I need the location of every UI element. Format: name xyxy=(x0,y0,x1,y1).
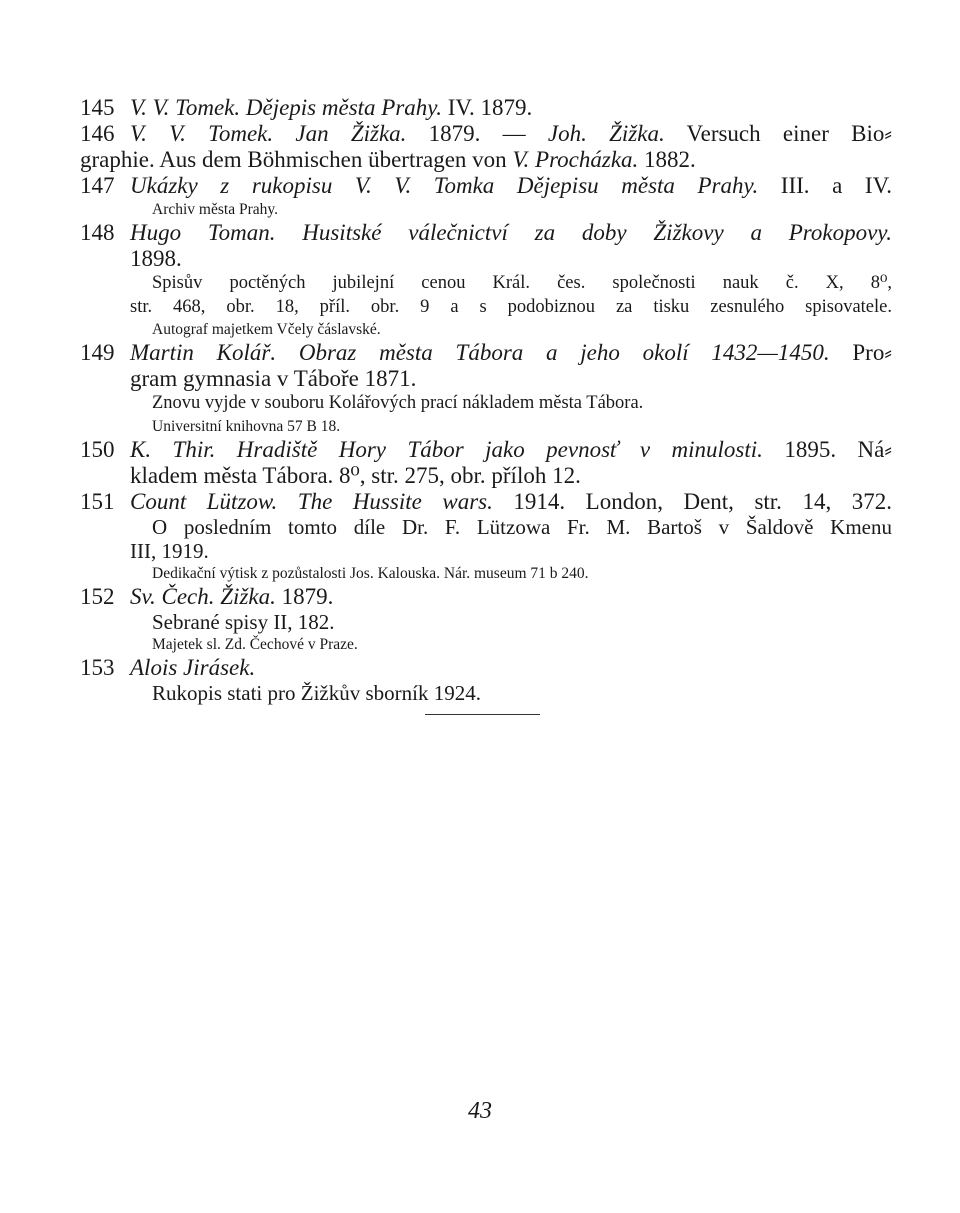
entry-location-note: Universitní knihovna 57 B 18. xyxy=(152,417,341,435)
entry-line xyxy=(130,340,892,366)
bibliography-entries xyxy=(80,95,892,705)
entry-number: 149 xyxy=(80,340,115,365)
entry-text: 1914. London, Dent, str. 14, 372. xyxy=(492,488,892,514)
entry-text: 1898. xyxy=(130,246,182,271)
entry-note: III, 1919. xyxy=(130,538,209,563)
entry-number: 153 xyxy=(80,654,115,680)
entry-text: III. a IV. xyxy=(758,173,892,198)
entry-line xyxy=(130,655,892,681)
bibliography-entry xyxy=(80,95,892,121)
entry-number: 146 xyxy=(80,121,115,146)
bibliography-entry xyxy=(80,173,892,220)
entry-location-note: Archiv města Prahy. xyxy=(152,201,278,218)
entry-text: Versuch einer Bio⸗ xyxy=(664,121,892,146)
entry-number: 145 xyxy=(80,95,115,120)
bibliography-entry xyxy=(80,584,892,655)
entry-line xyxy=(130,121,892,147)
entry-text: Pro⸗ xyxy=(829,340,892,365)
entry-number: 152 xyxy=(80,583,115,609)
entry-line xyxy=(130,489,892,515)
entry-location-note: Dedikační výtisk z pozůstalosti Jos. Kalouska. Nár. museum 71 b 240. xyxy=(152,564,589,582)
entry-title-text: Ukázky z rukopisu V. V. Tomka Dějepisu města Prahy. xyxy=(130,173,759,198)
entry-text: 1879. — xyxy=(406,121,548,146)
bibliography-entry xyxy=(80,121,892,173)
entry-text: 1879. xyxy=(275,583,334,609)
entry-line xyxy=(80,147,892,173)
entry-number: 148 xyxy=(80,220,115,245)
bibliography-entry xyxy=(80,489,892,584)
entry-number: 147 xyxy=(80,173,115,198)
entry-line xyxy=(130,220,892,246)
entry-text: kladem města Tábora. 8⁰, str. 275, obr. příloh 12. xyxy=(130,462,581,488)
entry-title-text: V. V. Tomek. Jan Žižka. xyxy=(130,121,407,146)
entry-location-note: Autograf majetkem Včely čáslavské. xyxy=(152,321,381,338)
entry-title-text: K. Thir. Hradiště Hory Tábor jako pevnosť v minulosti. xyxy=(130,436,763,462)
entry-text: graphie. Aus dem Böhmischen übertragen von xyxy=(80,147,513,172)
entry-text: 1895. Ná⸗ xyxy=(762,436,892,462)
entry-line xyxy=(130,246,892,272)
bibliography-entry xyxy=(80,437,892,489)
section-divider xyxy=(425,714,540,716)
entry-note: str. 468, obr. 18, příl. obr. 9 a s podobiznou za tisku zesnulého spisovatele. xyxy=(130,296,892,317)
entry-title-text: V. Procházka. xyxy=(512,147,639,172)
page-number: 43 xyxy=(468,1098,492,1124)
entry-number: 151 xyxy=(80,488,115,514)
entry-line xyxy=(130,463,892,489)
entry-title-text: Alois Jirásek. xyxy=(130,654,256,680)
bibliography-entry xyxy=(80,655,892,705)
entry-title-text: V. V. Tomek. Dějepis města Prahy. xyxy=(130,95,442,120)
entry-title-text: Sv. Čech. Žižka. xyxy=(130,583,276,609)
entry-note: Sebrané spisy II, 182. xyxy=(152,609,335,634)
entry-note: Spisův poctěných jubilejní cenou Král. čes. společnosti nauk č. X, 8⁰, xyxy=(152,273,892,293)
entry-text: IV. 1879. xyxy=(441,95,533,120)
entry-title-text: Joh. Žižka. xyxy=(547,121,665,146)
entry-note: O posledním tomto díle Dr. F. Lützowa Fr. M. Bartoš v Šaldově Kmenu xyxy=(152,514,892,539)
entry-title-text: Hugo Toman. Husitské válečnictví za doby Žižkovy a Prokopovy. xyxy=(130,220,892,245)
entry-text: 1882. xyxy=(638,147,696,172)
entry-line xyxy=(130,437,892,463)
entry-line xyxy=(130,173,892,199)
entry-line xyxy=(130,366,892,392)
entry-title-text: Count Lützow. The Hussite wars. xyxy=(130,488,493,514)
entry-note: Znovu vyjde v souboru Kolářových prací nákladem města Tábora. xyxy=(152,393,644,413)
entry-note: Rukopis stati pro Žižkův sborník 1924. xyxy=(152,680,481,705)
entry-line xyxy=(130,584,892,610)
entry-number: 150 xyxy=(80,436,115,462)
bibliography-entry xyxy=(80,220,892,340)
bibliography-entry xyxy=(80,340,892,437)
entry-text: gram gymnasia v Táboře 1871. xyxy=(130,366,417,391)
entry-title-text: Martin Kolář. Obraz města Tábora a jeho okolí 1432—1450. xyxy=(130,340,830,365)
entry-line xyxy=(130,95,892,121)
entry-location-note: Majetek sl. Zd. Čechové v Praze. xyxy=(152,635,358,653)
